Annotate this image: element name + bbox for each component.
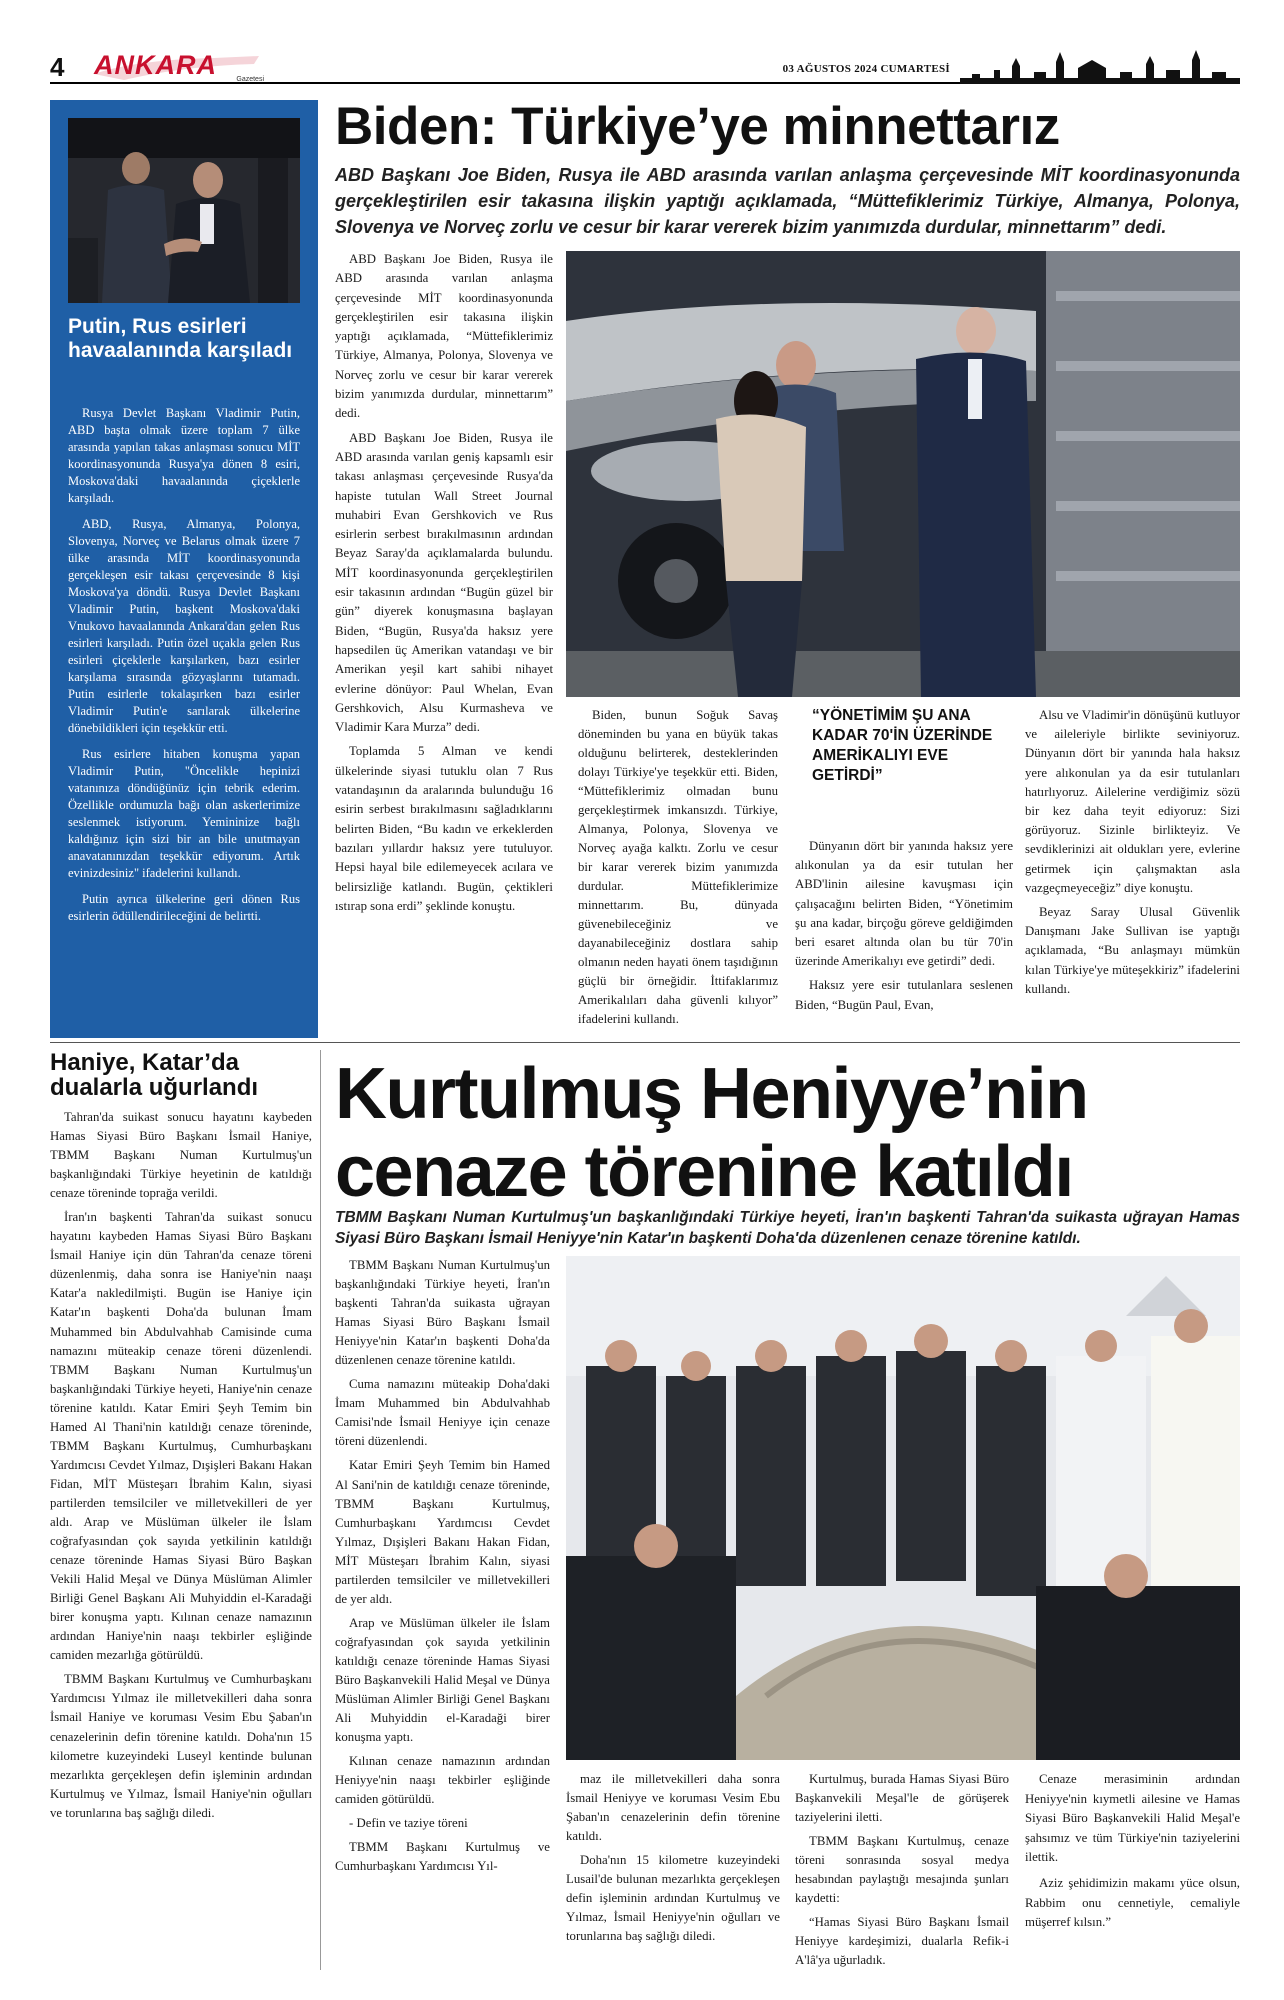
column-divider <box>320 1050 321 1970</box>
left-story-title: Haniye, Katar’da dualarla uğurlandı <box>50 1049 259 1101</box>
article-paragraph: TBMM Başkanı Kurtulmuş, cenaze töreni sonrasında sosyal medya hesabından paylaştığı mesajında şunları kaydetti: <box>795 1834 1009 1906</box>
article-paragraph: İran'ın başkenti Tahran'da suikast sonucu hayatını kaybeden Hamas Siyasi Büro Başkanı İsmail Haniye için dün Tahran'da cenaze töreni düzenlenmiş, daha sonra ise Haniye'nin naaşı Katar'a nakledilmişti. Bugün ise Haniye için Katar'ın başkenti Doha'da bulunan İmam Muhammed bin Abdulvahhab Camisinde cuma namazını müteakip cenaze töreni düzenlendi. TBMM Başkanı Numan Kurtulmuş'un başkanlığındaki Türkiye heyeti, Haniye'nin cenaze törenine katıldı. Katar Emiri Şeyh Temim bin Hamed Al Thani'nin katıldığı cenaze töreninde, TBMM Başkanı Kurtulmuş, Cumhurbaşkanı Yardımcısı Cevdet Yılmaz, Dışişleri Bakanı Hakan Fidan, MİT Müsteşarı İbrahim Kalın, siyasi partilerden temsilciler ve milletvekilleri de yer aldı. Arap ve Müslüman ülkeler ile İslam coğrafyasından çok sayıda yetkilinin katıldığı cenaze töreninde Hamas Siyasi Büro Başkan Vekili Halid Meşal ve Dünya Müslüman Alimler Birliği Genel Başkanı Ali Muhyiddin el-Karadaği birer konuşma yaptı. Kılınan cenaze namazının ardından Haniye'nin naaşı tekbirler eşliğinde camiden mezarlığa götürüldü. <box>50 1210 312 1663</box>
article-paragraph: Toplamda 5 Alman ve kendi ülkelerinde siyasi tutuklu olan 7 Rus vatandaşının da aralarında bulunduğu 16 esirin serbest bırakılmasını sağladıklarını belirten Biden, “Bu kadın ve erkeklerden bazıları yıllardır haksız yere tutuluyor. Hepsi hayal bile edilemeyecek acılara ve belirsizliğe katlandı. Bugün, çektikleri ıstırap sona erdi” şeklinde konuştu. <box>335 744 553 913</box>
article-paragraph: ABD Başkanı Joe Biden, Rusya ile ABD arasında varılan geniş kapsamlı esir takası anlaşması çerçevesinde Rusya'da hapiste tutulan Wall Street Journal muhabiri Evan Gershkovich ve Rus esirlerin serbest bırakılmasının ardından Beyaz Saray'da açıklamalarda bulundu. MİT koordinasyonunda gerçekleştirilen esir takasının ardından “Bugün güzel bir gün” diyerek konuşmasına başlayan Biden, “Bugün, Rusya'da haksız yere hapsedilen üç Amerikan vatandaşı ve bir Amerikan yeşil kart sahibi nihayet evlerine dönüyor: Paul Whelan, Evan Gershkovich, Alsu Kurmasheva ve Vladimir Kara Murza” dedi. <box>335 430 553 735</box>
article-paragraph: Tahran'da suikast sonucu hayatını kaybeden Hamas Siyasi Büro Başkanı İsmail Haniye, TBMM Başkanı Numan Kurtulmuş'un başkanlığındaki Türkiye heyetinin de katıldığı cenaze töreninde toprağa verildi. <box>50 1110 312 1201</box>
bottom-story-column-1 <box>335 1256 550 1881</box>
top-story-column-2 <box>578 706 778 1034</box>
article-paragraph: Beyaz Saray Ulusal Güvenlik Danışmanı Jake Sullivan ise yaptığı açıklamada, “Bu anlaşmayı mümkün kılan Türkiye'ye müteşekkiriz” ifadelerini kullandı. <box>1025 905 1240 996</box>
section-divider <box>50 1042 1240 1043</box>
issue-date: 03 AĞUSTOS 2024 CUMARTESİ <box>782 63 950 75</box>
article-paragraph: Arap ve Müslüman ülkeler ile İslam coğrafyasından çok sayıda yetkilinin katıldığı cenaze töreninde Hamas Siyasi Büro Başkanvekili Halid Meşal ve Dünya Müslüman Alimler Birliği Genel Başkanı Ali Muhyiddin el-Karadaği birer konuşma yaptı. <box>335 1615 550 1745</box>
top-story-headline: Biden: Türkiye’ye minnettarız <box>335 97 1060 156</box>
article-paragraph: Haksız yere esir tutulanlara seslenen Biden, “Bugün Paul, Evan, <box>795 978 1013 1012</box>
article-paragraph: TBMM Başkanı Numan Kurtulmuş'un başkanlığındaki Türkiye heyeti, İran'ın başkenti Tahran'da suikasta uğrayan Hamas Siyasi Büro Başkanı İsmail Heniyye'nin Katar'ın başkenti Doha'da düzenlenen cenaze törenine katıldı. <box>335 1258 550 1368</box>
logo-wordmark: ANKARA <box>94 50 217 80</box>
putin-photo[interactable] <box>68 118 300 303</box>
article-paragraph: “Hamas Siyasi Büro Başkanı İsmail Heniyye kardeşimizi, dualarla Refik-i A'lâ'ya uğurladık. <box>795 1915 1009 1968</box>
article-paragraph: TBMM Başkanı Kurtulmuş ve Cumhurbaşkanı Yardımcısı Yılmaz ile milletvekilleri daha sonra İsmail Haniye ve koruması Vesim Ebu Şaban'ın cenazelerinin defin törenine katıldı. Doha'nın 15 kilometre kuzeyindeki Luseyl kentinde bulunan mezarlıkta gerçekleşen defin işleminin ardından Kurtulmuş ve Yılmaz, İsmail Haniye'nin oğulları ve torunlarına baş sağlığı diledi. <box>50 1672 312 1820</box>
article-paragraph: Alsu ve Vladimir'in dönüşünü kutluyor ve aileleriyle birlikte seviniyoruz. Dünyanın dört bir yanında hala haksız yere alıkonulan ya da esir tutulanları hatırlıyoruz. Ailelerine verdiğimiz sözü bir kez daha teyit ediyoruz: Sizi görüyoruz. Sizinle birlikteyiz. Ve sevdiklerinizi ait oldukları yere, evlerine getirmek için çalışmaktan asla vazgeçmeyeceğiz” diye konuştu. <box>1025 708 1240 895</box>
article-paragraph: Cuma namazını müteakip Doha'daki İmam Muhammed bin Abdulvahhab Camisi'nde İsmail Heniyye için cenaze töreni düzenlendi. <box>335 1377 550 1449</box>
bottom-story-column-3 <box>795 1770 1009 1975</box>
top-story-column-4 <box>1025 706 1240 1004</box>
top-story-spot: ABD Başkanı Joe Biden, Rusya ile ABD arasında varılan anlaşma çerçevesinde MİT koordinasyonunda gerçekleştirilen esir takasına ilişkin yaptığı açıklamada, “Müttefiklerimiz Türkiye, Almanya, Polonya, Slovenya ve Norveç zorlu ve cesur bir karar vererek bizim yanımızda durdular, minnettarım” dedi. <box>335 165 1240 237</box>
funeral-photo[interactable] <box>566 1256 1240 1760</box>
masthead <box>50 52 1240 84</box>
sidebar-paragraph: Putin ayrıca ülkelerine geri dönen Rus esirlerin ödüllendirileceğini de belirtti. <box>68 892 300 923</box>
top-story-column-3 <box>795 837 1013 1020</box>
top-story-column-1 <box>335 250 553 921</box>
article-paragraph: Aziz şehidimizin makamı yüce olsun, Rabbim onu cennetiyle, cemaliyle müşerref kılsın.” <box>1025 1875 1240 1930</box>
article-paragraph: TBMM Başkanı Kurtulmuş ve Cumhurbaşkanı Yardımcısı Yıl- <box>335 1840 550 1874</box>
sidebar-body <box>68 405 300 934</box>
logo-subtitle: Gazetesi <box>236 76 264 83</box>
article-paragraph: Doha'nın 15 kilometre kuzeyindeki Lusail'de bulunan mezarlıkta gerçekleşen defin işleminin ardından Kurtulmuş ve Yılmaz, İsmail Heniyye'nin oğulları ve torunlarına baş sağlığı diledi. <box>566 1853 780 1944</box>
ankara-skyline-icon <box>960 48 1240 84</box>
article-paragraph: Biden, bunun Soğuk Savaş döneminden bu yana en büyük takas olduğunu belirterek, desteklerinden dolayı Türkiye'ye teşekkür etti. Biden, “Müttefiklerimiz olmadan bunu gerçekleştirmek imkansızdı. Türkiye, Almanya, Polonya, Slovenya ve Norveç ayağa kalktı. Zorlu ve cesur bir karar vererek bizim yanımızda durdular. Müttefiklerimize minnettarım. Bu, dünyada güvenebileceğiniz ve dayanabileceğiniz dostlara sahip olmanın neden hayati önem taşıdığının güçlü bir örneğidir. İttifaklarımız Amerikalıları daha güvenli kılıyor” ifadelerini kullandı. <box>578 708 778 1026</box>
newspaper-logo[interactable] <box>94 52 264 82</box>
article-paragraph: Cenaze merasiminin ardından Heniyye'nin kıymetli ailesine ve Hamas Siyasi Büro Başkanvekili Halid Meşal'e şahsımız ve tüm Türkiye'nin taziyelerini ilettik. <box>1025 1772 1240 1865</box>
page-number: 4 <box>50 52 65 82</box>
bottom-story-column-2 <box>566 1770 780 1951</box>
sidebar-paragraph: ABD, Rusya, Almanya, Polonya, Slovenya, Norveç ve Belarus olmak üzere 7 ülke arasında MİT koordinasyonunda gerçekleşen esir takası çerçevesinde 8 kişi Moskova'ya döndü. Rusya Devlet Başkanı Vladimir Putin, başkent Moskova'daki Vnukovo havaalanında Ankara'dan gelen Rus esirleri karşıladı. Putin özel uçakla gelen Rus esirleri çiçeklerle karşılarken, bazı esirler karşılama sırasında gözyaşlarını tutamadı. Putin esirlerle tokalaşırken bazı esirler Vladimir Putin'e sarılarak ülkelerine dönebildikleri için teşekkür etti. <box>68 517 300 735</box>
article-paragraph: Dünyanın dört bir yanında haksız yere alıkonulan ya da esir tutulan her ABD'linin ailesine kavuşması için çalışacağını belirten Biden, “Yönetimim şu ana kadar, birçoğu göreve geldiğimden beri esaret altında olan bu tür 70'in üzerinde Amerikalıyı eve getirdi” dedi. <box>795 839 1013 969</box>
putin-sidebar-box <box>50 100 318 1038</box>
article-subheading: - Defin ve taziye töreni <box>349 1816 468 1831</box>
article-paragraph: maz ile milletvekilleri daha sonra İsmail Heniyye ve koruması Vesim Ebu Şaban'ın cenazelerinin defin törenine katıldı. <box>566 1772 780 1844</box>
bottom-story-headline: Kurtulmuş Heniyye’nin cenaze törenine katıldı <box>335 1054 1088 1212</box>
pull-quote: “YÖNETİMİM ŞU ANA KADAR 70'İN ÜZERİNDE AMERİKALIYI EVE GETİRDİ” <box>812 707 993 784</box>
bottom-story-column-4 <box>1025 1770 1240 1939</box>
article-paragraph: Kılınan cenaze namazının ardından Heniyye'nin naaşı tekbirler eşliğinde camiden götürüldü. <box>335 1754 550 1807</box>
biden-reunion-photo[interactable] <box>566 251 1240 697</box>
sidebar-paragraph: Rus esirlere hitaben konuşma yapan Vladimir Putin, "Öncelikle hepinizi vatanınıza döndüğünüz için tebrik ederim. Özellikle ordumuzla bağı olan askerlerimize seslenmek istiyorum. Yemininize bağlı kaldığınız için sizi bir an bile unutmayan anavatanınızdan teşekkür ediyorum. Artık evinizdesiniz" ifadelerini kullandı. <box>68 747 300 880</box>
article-paragraph: Kurtulmuş, burada Hamas Siyasi Büro Başkanvekili Meşal'le de görüşerek taziyelerini iletti. <box>795 1772 1009 1825</box>
bottom-story-spot: TBMM Başkanı Numan Kurtulmuş'un başkanlığındaki Türkiye heyeti, İran'ın başkenti Tahran'da suikasta uğrayan Hamas Siyasi Büro Başkanı İsmail Heniyye'nin Katar'ın başkenti Doha'da düzenlenen cenaze törenine katıldı. <box>335 1209 1240 1247</box>
article-paragraph: ABD Başkanı Joe Biden, Rusya ile ABD arasında varılan anlaşma çerçevesinde MİT koordinasyonunda gerçekleştirilen esir takasına ilişkin yaptığı açıklamada, “Müttefiklerimiz Türkiye, Almanya, Polonya, Slovenya ve Norveç zorlu ve cesur bir karar vererek bizim yanımızda durdular, minnettarım” dedi. <box>335 252 553 421</box>
left-story-body <box>50 1108 312 1828</box>
article-paragraph: Katar Emiri Şeyh Temim bin Hamed Al Sani'nin de katıldığı cenaze töreninde, TBMM Başkanı Kurtulmuş, Cumhurbaşkanı Yardımcısı Cevdet Yılmaz, Dışişleri Bakanı Hakan Fidan, MİT Müsteşarı İbrahim Kalın, siyasi partilerden temsilciler ve milletvekilleri de yer aldı. <box>335 1458 550 1606</box>
sidebar-paragraph: Rusya Devlet Başkanı Vladimir Putin, ABD başta olmak üzere toplam 7 ülke arasında yapılan takas anlaşması sonucu MİT koordinasyonunda Rusya'ya dönen 8 esiri, Moskova'daki havaalanında çiçeklerle karşıladı. <box>68 406 300 505</box>
sidebar-title: Putin, Rus esirleri havaalanında karşıladı <box>68 315 293 362</box>
